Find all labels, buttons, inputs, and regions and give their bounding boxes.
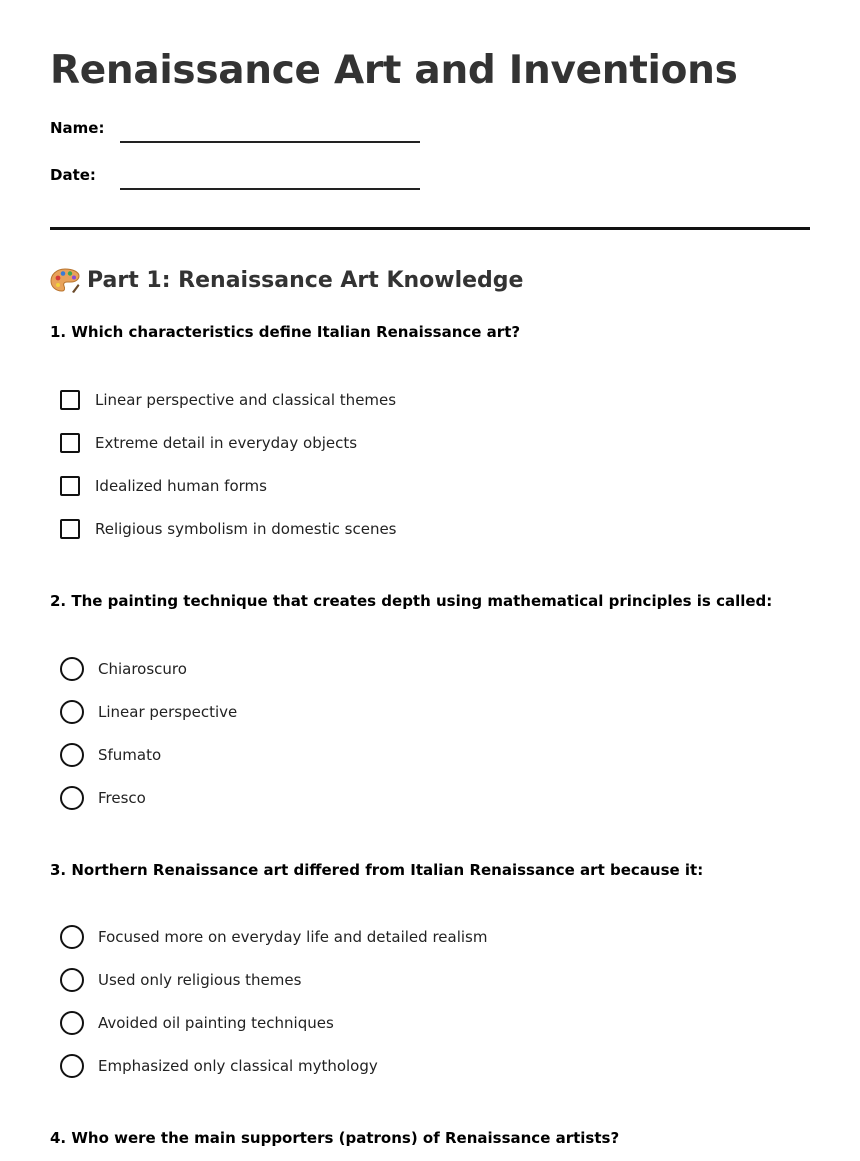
question-2-option-3[interactable]	[60, 742, 161, 768]
checkbox[interactable]	[60, 519, 80, 539]
option-label: Sfumato	[98, 746, 162, 764]
question-3-option-1[interactable]	[60, 924, 487, 950]
radio-button[interactable]	[60, 700, 84, 724]
question-2-option-2[interactable]	[60, 699, 237, 725]
header-divider	[50, 227, 810, 230]
question-1-option-4[interactable]	[60, 516, 397, 542]
radio-button[interactable]	[60, 925, 84, 949]
question-2: 2. The painting technique that creates depth using mathematical principles is called:	[50, 592, 773, 610]
option-label: Used only religious themes	[98, 971, 302, 989]
date-field[interactable]	[120, 188, 420, 190]
question-2-option-4[interactable]	[60, 785, 146, 811]
question-3-option-3[interactable]	[60, 1010, 334, 1036]
radio-button[interactable]	[60, 657, 84, 681]
checkbox[interactable]	[60, 390, 80, 410]
question-1-option-2[interactable]	[60, 430, 357, 456]
checkbox[interactable]	[60, 476, 80, 496]
question-1-option-1[interactable]	[60, 387, 396, 413]
name-field-row	[50, 113, 450, 143]
radio-button[interactable]	[60, 743, 84, 767]
palette-icon	[50, 267, 80, 293]
option-label: Chiaroscuro	[98, 660, 187, 678]
question-1: 1. Which characteristics define Italian Renaissance art?	[50, 323, 521, 341]
radio-button[interactable]	[60, 1054, 84, 1078]
option-label: Avoided oil painting techniques	[98, 1014, 334, 1032]
question-2-option-1[interactable]	[60, 656, 187, 682]
page-title: Renaissance Art and Inventions	[50, 48, 738, 93]
radio-button[interactable]	[60, 968, 84, 992]
option-label: Focused more on everyday life and detailed realism	[98, 928, 488, 946]
option-label: Linear perspective and classical themes	[95, 391, 397, 409]
option-label: Fresco	[98, 789, 146, 807]
section-title-text: Part 1: Renaissance Art Knowledge	[87, 267, 524, 293]
date-label: Date:	[50, 166, 96, 184]
section-title-part-1	[50, 267, 523, 293]
checkbox[interactable]	[60, 433, 80, 453]
question-3: 3. Northern Renaissance art differed from Italian Renaissance art because it:	[50, 861, 704, 879]
option-label: Linear perspective	[98, 703, 238, 721]
question-1-option-3[interactable]	[60, 473, 267, 499]
option-label: Extreme detail in everyday objects	[95, 434, 358, 452]
date-field-row	[50, 160, 450, 190]
question-3-option-2[interactable]	[60, 967, 301, 993]
radio-button[interactable]	[60, 786, 84, 810]
name-label: Name:	[50, 119, 105, 137]
name-field[interactable]	[120, 141, 420, 143]
option-label: Idealized human forms	[95, 477, 267, 495]
option-label: Religious symbolism in domestic scenes	[95, 520, 397, 538]
question-4: 4. Who were the main supporters (patrons) of Renaissance artists?	[50, 1129, 620, 1147]
radio-button[interactable]	[60, 1011, 84, 1035]
option-label: Emphasized only classical mythology	[98, 1057, 378, 1075]
question-3-option-4[interactable]	[60, 1053, 378, 1079]
